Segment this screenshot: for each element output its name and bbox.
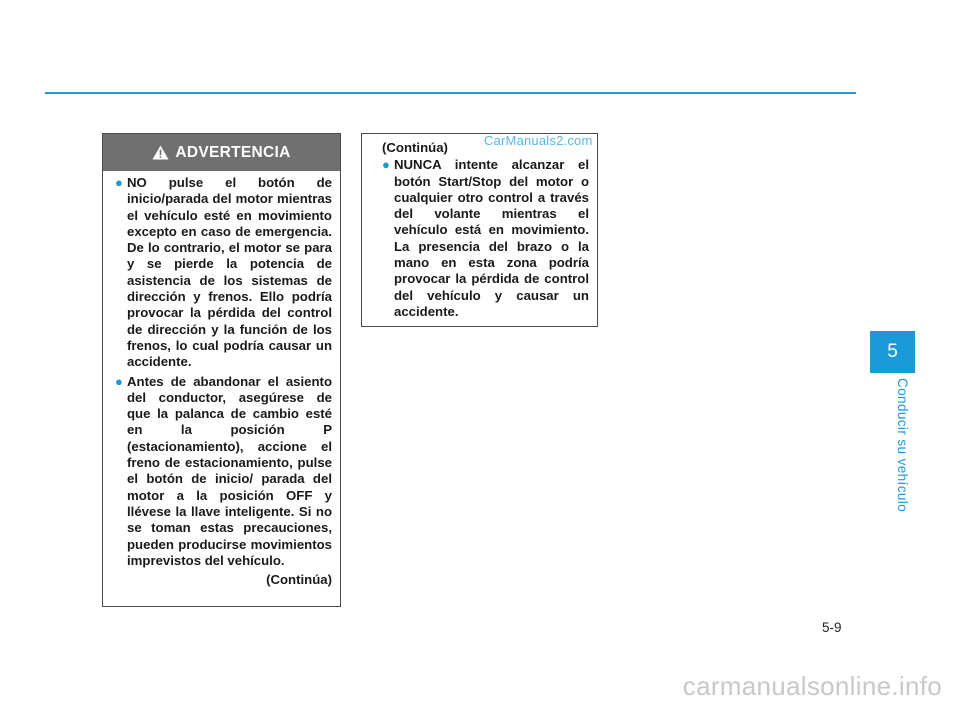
warning-item-text: Antes de abandonar el asiento del conductor, asegúrese de que la palanca de cambio esté en la posición P (estacionamiento), accione el freno de estacionamiento, pulse el botón de inicio/ parada del motor a la posición OFF y llévese la llave inteligente. Si no se toman estas precauciones, pueden producirse movimientos imprevistos del vehículo. bbox=[127, 373, 332, 568]
warning-item bbox=[115, 175, 332, 371]
continuation-content bbox=[362, 134, 597, 320]
warning-item bbox=[115, 374, 332, 570]
continuation-item-text: NUNCA intente alcanzar el botón Start/Stop del motor o cualquier otro control a través del volante mientras el vehículo está en movimiento. La presencia del brazo o la mano en esta zona podría provocar la pérdida de control del vehículo y causar un accidente. bbox=[394, 157, 589, 319]
warning-triangle-icon bbox=[152, 145, 169, 160]
bullet-icon: ● bbox=[115, 373, 123, 389]
warning-content bbox=[103, 171, 340, 588]
bullet-icon: ● bbox=[382, 157, 390, 173]
bullet-icon: ● bbox=[115, 175, 123, 190]
footer-watermark-text: carmanualsonline.info bbox=[682, 671, 942, 701]
continuation-item bbox=[382, 157, 589, 320]
chapter-tab[interactable]: 5 bbox=[870, 331, 915, 373]
watermark-top: CarManuals2.com bbox=[484, 133, 593, 148]
continuation-header: (Continúa) bbox=[382, 140, 448, 155]
top-rule bbox=[45, 92, 856, 94]
continuation-box bbox=[361, 133, 598, 327]
chapter-title: Conducir su vehículo bbox=[895, 378, 910, 513]
warning-header-label: ADVERTENCIA bbox=[175, 143, 291, 161]
warning-item-text: NO pulse el botón de inicio/parada del motor mientras el vehículo esté en movimiento excepto en caso de emergencia. De lo contrario, el motor se para y se pierde la potencia de asistencia de los sistemas de dirección y frenos. Ello podría provocar la pérdida del control de dirección y la función de los frenos, lo cual podría causar un accidente. bbox=[127, 175, 332, 370]
warning-box bbox=[102, 133, 341, 607]
warning-header bbox=[103, 134, 340, 171]
page-number: 5-9 bbox=[822, 620, 842, 635]
footer-watermark bbox=[0, 667, 960, 707]
continued-label: (Continúa) bbox=[266, 572, 332, 588]
